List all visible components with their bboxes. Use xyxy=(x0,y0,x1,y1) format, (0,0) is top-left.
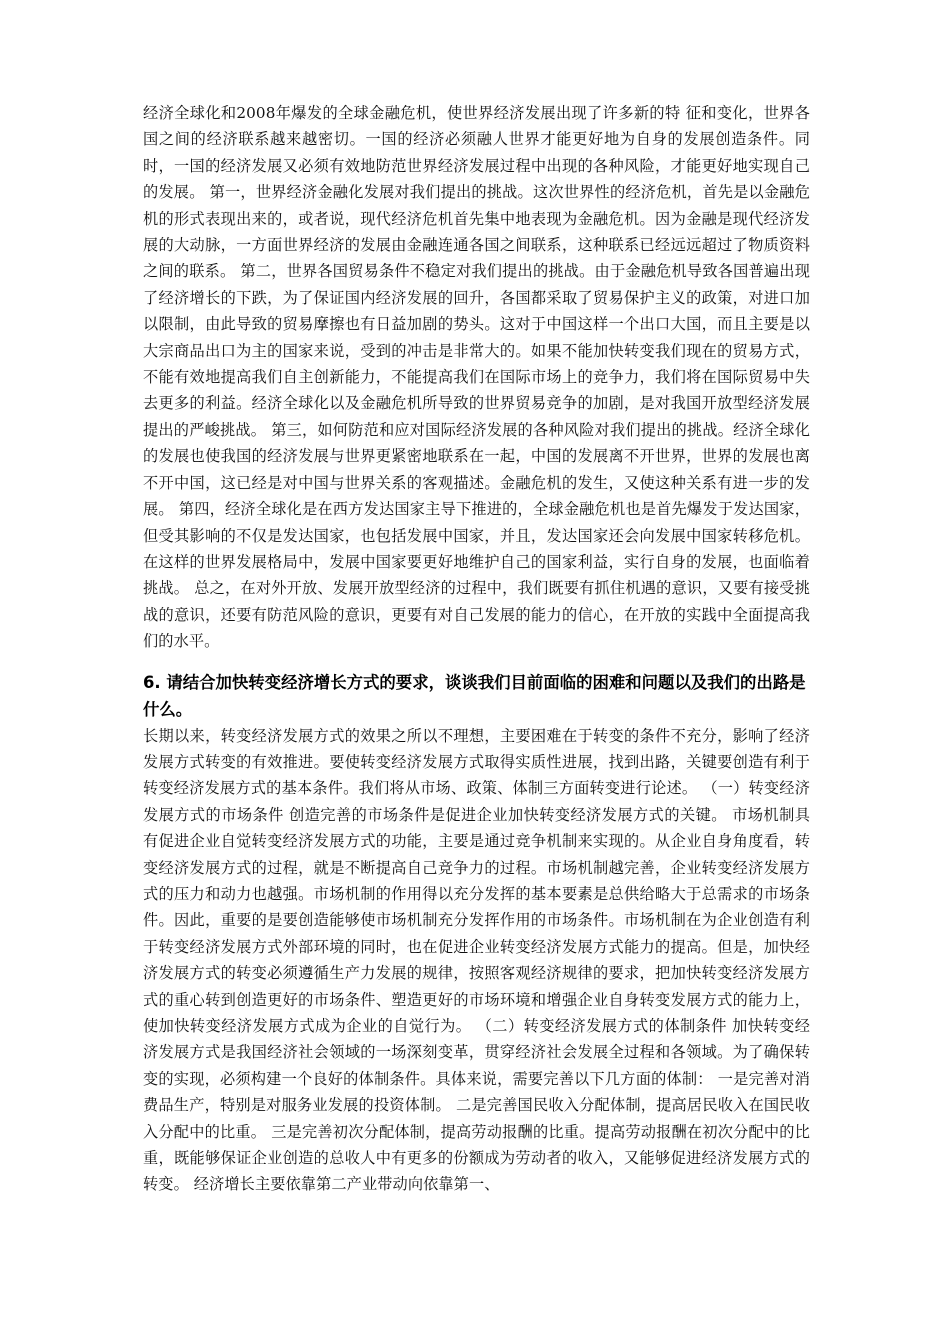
document-body xyxy=(143,100,810,1198)
body-paragraph-globalization: 经济全球化和2008年爆发的全球金融危机，使世界经济发展出现了许多新的特 征和变化，世界各国之间的经济联系越来越密切。一国的经济必须融人世界才能更好地为自身的发展创造条件。同时，一国的经济发展又必须有效地防范世界经济发展过程中出现的各种风险，才能更好地实现自己的发展。 第一，世界经济金融化发展对我们提出的挑战。这次世界性的经济危机，首先是以金融危机的形式表现出来的，或者说，现代经济危机首先集中地表现为金融危机。因为金融是现代经济发展的大动脉，一方面世界经济的发展由金融连通各国之间联系，这种联系已经远远超过了物质资料之间的联系。 第二，世界各国贸易条件不稳定对我们提出的挑战。由于金融危机导致各国普遍出现了经济增长的下跌，为了保证国内经济发展的回升，各国都采取了贸易保护主义的政策，对进口加以限制，由此导致的贸易摩擦也有日益加剧的势头。这对于中国这样一个出口大国，而且主要是以大宗商品出口为主的国家来说，受到的冲击是非常大的。如果不能加快转变我们现在的贸易方式，不能有效地提高我们自主创新能力，不能提高我们在国际市场上的竞争力，我们将在国际贸易中失去更多的利益。经济全球化以及金融危机所导致的世界贸易竞争的加剧，是对我国开放型经济发展提出的严峻挑战。 第三，如何防范和应对国际经济发展的各种风险对我们提出的挑战。经济全球化的发展也使我国的经济发展与世界更紧密地联系在一起，中国的发展离不开世界，世界的发展也离不开中国，这已经是对中国与世界关系的客观描述。金融危机的发生，又使这种关系有进一步的发展。 第四，经济全球化是在西方发达国家主导下推进的，全球金融危机也是首先爆发于发达国家，但受其影响的不仅是发达国家，也包括发展中国家，并且，发达国家还会向发展中国家转移危机。在这样的世界发展格局中，发展中国家要更好地维护自己的国家利益，实行自身的发展，也面临着挑战。 总之，在对外开放、发展开放型经济的过程中，我们既要有抓住机遇的意识，又要有接受挑战的意识，还要有防范风险的意识，更要有对自己发展的能力的信心，在开放的实践中全面提高我们的水平。 xyxy=(143,104,810,651)
question-6-heading: 6. 请结合加快转变经济增长方式的要求，谈谈我们目前面临的困难和问题以及我们的出路是什么。 xyxy=(143,672,806,719)
body-paragraph-growth-mode: 长期以来，转变经济发展方式的效果之所以不理想，主要困难在于转变的条件不充分，影响了经济发展方式转变的有效推进。要使转变经济发展方式取得实质性进展，找到出路，关键要创造有利于转变经济发展方式的基本条件。我们将从市场、政策、体制三方面转变进行论述。 （一）转变经济发展方式的市场条件 创造完善的市场条件是促进企业加快转变经济发展方式的关键。 市场机制具有促进企业自觉转变经济发展方式的功能，主要是通过竞争机制来实现的。从企业自身角度看，转变经济发展方式的过程，就是不断提高自己竞争力的过程。市场机制越完善，企业转变经济发展方式的压力和动力也越强。市场机制的作用得以充分发挥的基本要素是总供给略大于总需求的市场条件。因此，重要的是要创造能够使市场机制充分发挥作用的市场条件。市场机制在为企业创造有利于转变经济发展方式外部环境的同时，也在促进企业转变经济发展方式能力的提高。但是，加快经济发展方式的转变必须遵循生产力发展的规律，按照客观经济规律的要求，把加快转变经济发展方式的重心转到创造更好的市场条件、塑造更好的市场环境和增强企业自身转变发展方式的能力上，使加快转变经济发展方式成为企业的自觉行为。 （二）转变经济发展方式的体制条件 加快转变经济发展方式是我国经济社会领域的一场深刻变革，贯穿经济社会发展全过程和各领域。为了确保转变的实现，必须构建一个良好的体制条件。具体来说，需要完善以下几方面的体制： 一是完善对消费品生产，特别是对服务业发展的投资体制。 二是完善国民收入分配体制，提高居民收入在国民收入分配中的比重。 三是完善初次分配体制，提高劳动报酬的比重。提高劳动报酬在初次分配中的比重，既能够保证企业创造的总收人中有更多的份额成为劳动者的收入，又能够促进经济发展方式的转变。 经济增长主要依靠第二产业带动向依靠第一、 xyxy=(143,726,810,1194)
